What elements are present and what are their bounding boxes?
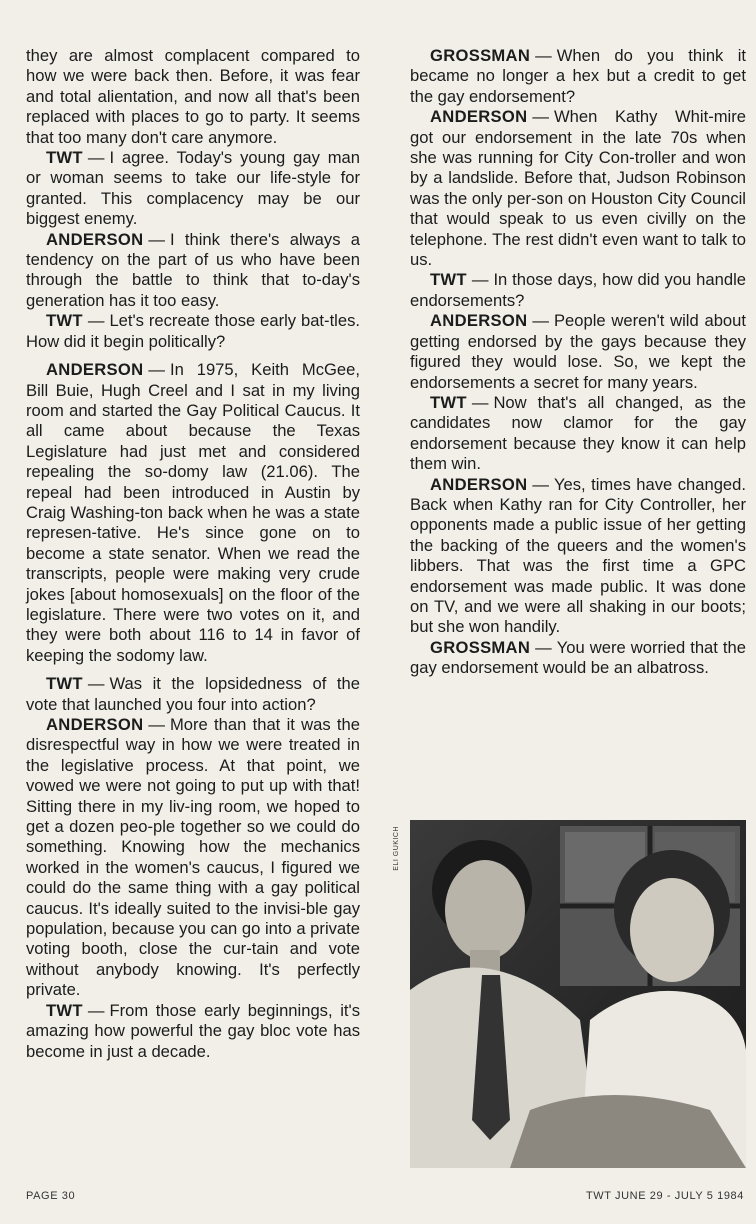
speaker-dash: — [532, 107, 549, 127]
article-column-left [26, 46, 360, 1062]
speaker-label: TWT [46, 311, 83, 331]
article-column-right [410, 46, 746, 679]
speaker-label: TWT [430, 270, 467, 290]
paragraph-text: In those days, how did you handle endorsements? [410, 270, 746, 310]
article-paragraph [410, 107, 746, 270]
paragraph-text: Now that's all changed, as the candidates now clamor for the gay endorsement because they know it can help them win. [410, 392, 746, 474]
article-paragraph [26, 230, 360, 312]
paragraph-text: I think there's always a tendency on the part of us who have been through the battle to think that to-day's generation has it too easy. [26, 229, 360, 310]
paragraph-text: Was it the lopsidedness of the vote that launched you four into action? [26, 674, 360, 714]
speaker-dash: — [148, 715, 165, 734]
speaker-dash: — [535, 637, 552, 657]
paragraph-text: they are almost complacent compared to how we were back then. Before, it was fear and total alientation, and now all that's been replaced with places to go to party. It seems that too many don't care anymore. [26, 46, 360, 147]
speaker-dash: — [87, 1000, 105, 1020]
article-paragraph [26, 148, 360, 230]
article-paragraph [26, 674, 360, 715]
speaker-label: GROSSMAN [430, 637, 531, 657]
speaker-dash: — [87, 148, 105, 168]
article-paragraph [26, 311, 360, 352]
speaker-label: TWT [430, 392, 467, 412]
publication-date: TWT JUNE 29 - JULY 5 1984 [585, 1190, 744, 1202]
speaker-label: ANDERSON [430, 107, 528, 127]
speaker-dash: — [471, 392, 489, 412]
speaker-label: ANDERSON [46, 360, 144, 380]
article-paragraph [410, 270, 746, 311]
article-paragraph [410, 638, 746, 679]
speaker-dash: — [535, 46, 552, 65]
article-photo [410, 820, 746, 1168]
paragraph-text: When Kathy Whit-mire got our endorsement in the late 70s when she was running for City Con-troller and won by a landslide. Before that, Judson Robinson was the only per-son on Houston City Council that would speak to us even civilly on the telephone. The rest didn't even want to talk to us. [410, 107, 746, 270]
speaker-label: ANDERSON [430, 474, 528, 494]
speaker-label: ANDERSON [46, 715, 144, 734]
paragraph-text: In 1975, Keith McGee, Bill Buie, Hugh Creel and I sat in my living room and started the Gay Political Caucus. It all came about because the Texas Legislature had just met and considered repealing the so-domy law (21.06). The repeal had been introduced in Austin by Craig Washing-ton back when he was a state represen-tative. He's since gone on to become a state senator. When we read the transcripts, people were making very crude jokes [about homosexuals] on the floor of the legislature. There were two votes on it, and they were both about 116 to 14 in favor of keeping the sodomy law. [26, 360, 360, 665]
speaker-label: ANDERSON [46, 229, 144, 249]
article-paragraph [410, 46, 746, 107]
speaker-label: GROSSMAN [430, 46, 531, 65]
article-paragraph [410, 393, 746, 475]
article-paragraph [26, 1001, 360, 1062]
speaker-dash: — [87, 674, 105, 694]
speaker-dash: — [87, 311, 105, 331]
speaker-label: TWT [46, 674, 83, 694]
speaker-label: ANDERSON [430, 311, 528, 331]
page-number: PAGE 30 [26, 1190, 76, 1202]
article-paragraph [410, 475, 746, 638]
paragraph-text: When do you think it became no longer a hex but a credit to get the gay endorsement? [410, 46, 746, 106]
speaker-dash: — [532, 474, 549, 494]
paragraph-text: Let's recreate those early bat-tles. How did it begin politically? [26, 311, 360, 351]
speaker-dash: — [471, 270, 489, 290]
paragraph-text: Yes, times have changed. Back when Kathy ran for City Controller, her opponents made a public issue of her getting the backing of the queers and the women's libbers. That was the first time a GPC endorsement was made public. It was done on TV, and we were all shaking in our boots; but she won handily. [410, 474, 746, 637]
paragraph-text: More than that it was the disrespectful way in how we were treated in the legislative process. At that point, we vowed we were not going to put up with that! Sitting there in my liv-ing room, we hoped to get a dozen peo-ple together so we could do something. Knowing how the mechanics worked in the women's caucus, I figured we could do the same thing with a gay political caucus. It's ideally suited to the invisi-ble gay population, because you can go into a private voting booth, close the cur-tain and vote without anybody knowing. It's perfectly private. [26, 715, 360, 1000]
speaker-dash: — [148, 360, 165, 380]
photo-credit: ELI GUKICH [393, 826, 400, 871]
photo-of-two-people-icon [410, 820, 746, 1168]
speaker-label: TWT [46, 148, 83, 168]
article-paragraph [26, 715, 360, 1001]
article-paragraph [26, 46, 360, 148]
paragraph-text: You were worried that the gay endorsement would be an albatross. [410, 637, 746, 678]
paragraph-text: I agree. Today's young gay man or woman seems to take our life-style for granted. This complacency may be our biggest enemy. [26, 148, 360, 229]
paragraph-text: From those early beginnings, it's amazing how powerful the gay bloc vote has become in just a decade. [26, 1000, 360, 1061]
speaker-dash: — [148, 229, 165, 249]
paragraph-text: People weren't wild about getting endorsed by the gays because they figured they would lose. So, we kept the endorsements a secret for many years. [410, 311, 746, 392]
article-paragraph [410, 311, 746, 393]
speaker-dash: — [532, 311, 549, 331]
speaker-label: TWT [46, 1000, 83, 1020]
article-paragraph [26, 360, 360, 666]
